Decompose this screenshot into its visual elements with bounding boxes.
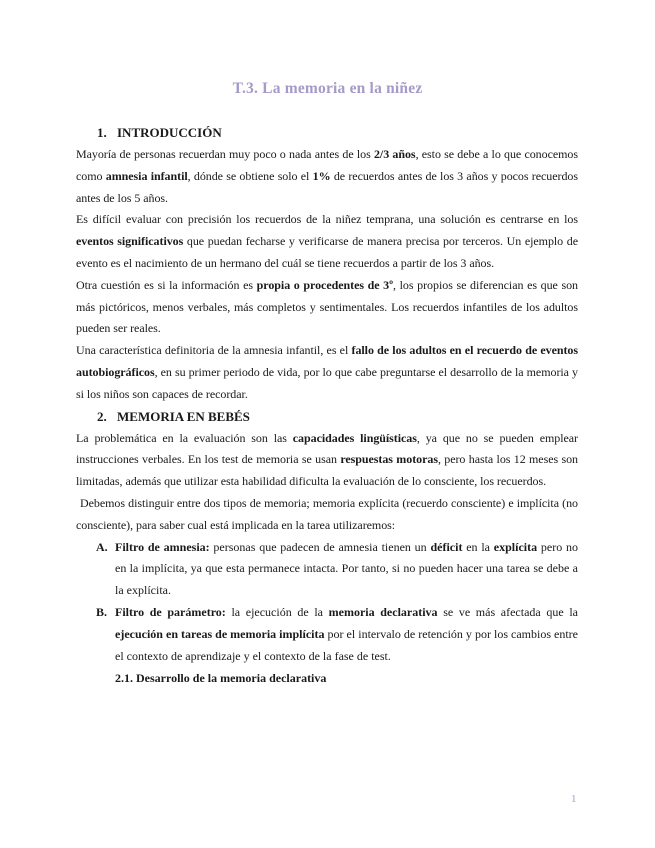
intro-paragraph-1: Mayoría de personas recuerdan muy poco o nada antes de los 2/3 años, esto se debe a lo que conocemos como amnesia infantil, dónde se obtiene solo el 1% de recuerdos antes de los 3 años y pocos recuerdos antes de los 5 años. [76,147,578,205]
document-body [76,122,578,689]
bebes-paragraph-2: Debemos distinguir entre dos tipos de memoria; memoria explícita (recuerdo consciente) e implícita (no consciente), para saber cual está implicada en la tarea utilizaremos: [76,495,578,532]
subsection-heading: 2.1. Desarrollo de la memoria declarativa [115,671,327,686]
intro-paragraph-2: Es difícil evaluar con precisión los recuerdos de la niñez temprana, una solución es centrarse en los eventos significativos que puedan fecharse y verificarse de manera precisa por terceros. Un ejemplo de evento es el nacimiento de un hermano del cuál se tiene recuerdos a partir de los 3 años. [76,212,578,270]
list-marker: A. [96,539,108,554]
section-heading-memoria-en-bebes [76,406,578,428]
intro-paragraph-3: Otra cuestión es si la información es propia o procedentes de 3º, los propios se diferencian es que son más pictóricos, menos verbales, más completos y sentimentales. Los recuerdos infantiles de los adultos pueden ser reales. [76,277,578,336]
intro-paragraph-4: Una característica definitoria de la amnesia infantil, es el fallo de los adultos en el recuerdo de eventos autobiográficos, en su primer periodo de vida, por lo que cabe preguntarse el desarrollo de la memoria y si los niños son capaces de recordar. [76,343,578,401]
page-title: T.3. La memoria en la niñez [232,80,423,97]
section-title: INTRODUCCIÓN [117,125,222,140]
section-number: 1. [97,125,107,140]
section-number: 2. [97,408,107,424]
list-item-filtro-amnesia: A. Filtro de amnesia: personas que padecen de amnesia tienen un déficit en la explícita pero no en la implícita, ya que esta permanece intacta. Por tanto, si no pueden hacer una tarea se debe a la explícita. [76,537,578,602]
section-heading-introduccion [76,122,578,144]
filter-list [76,537,578,668]
bebes-paragraph-1: La problemática en la evaluación son las capacidades lingüísticas, ya que no se pueden emplear instrucciones verbales. En los test de memoria se usan respuestas motoras, pero hasta los 12 meses son limitadas, además que utilizar esta habilidad dificulta la evaluación de lo consciente, los recuerdos. [76,430,579,489]
list-marker: B. [96,604,108,619]
list-item-filtro-parametro: B. Filtro de parámetro: la ejecución de la memoria declarativa se ve más afectada que la ejecución en tareas de memoria implícita por el intervalo de retención y por los cambios entre el contexto de aprendizaje y el contexto de la fase de test. [76,602,578,667]
page-number: 1 [571,793,577,805]
section-title: MEMORIA EN BEBÉS [117,408,250,424]
